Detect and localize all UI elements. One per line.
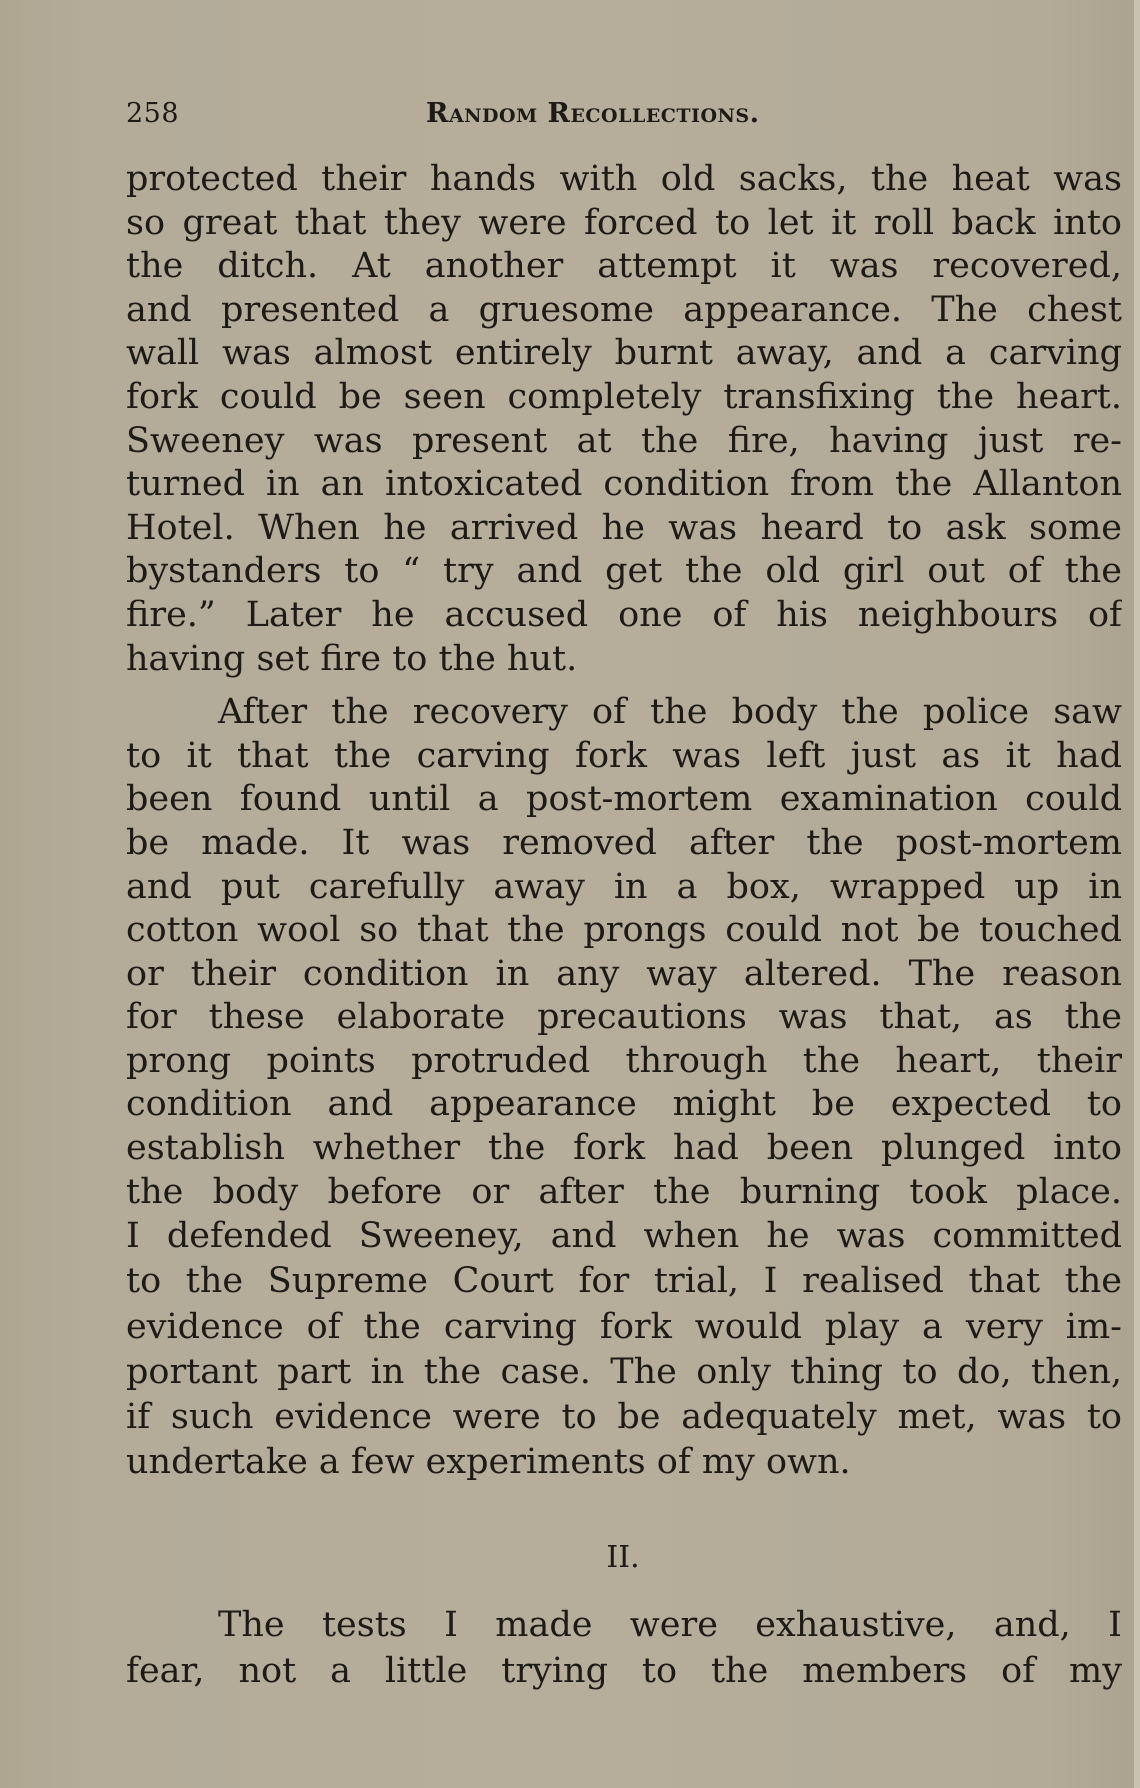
text-line: portant part in the case. The only thing to do, then, [126,1351,1122,1392]
text-line: bystanders to “ try and get the old girl out of the [126,551,1122,592]
text-line: to it that the carving fork was left just as it had [126,735,1122,776]
text-line: The tests I made were exhaustive, and, I [218,1605,1122,1645]
paragraph-3 [126,1602,1122,1694]
text-line: After the recovery of the body the police saw [218,692,1122,733]
text-line: prong points protruded through the heart, their [126,1040,1122,1081]
text-line: undertake a few experiments of my own. [126,1442,851,1483]
body-text [126,158,1122,1485]
text-line: wall was almost entirely burnt away, and a carving [126,333,1122,374]
text-line: Hotel. When he arrived he was heard to ask some [126,507,1122,548]
section-heading: II. [606,1540,640,1575]
text-line: having set fire to the hut. [126,638,578,679]
text-line: fear, not a little trying to the members of my [126,1651,1122,1691]
page-number: 258 [126,98,180,129]
text-line: been found until a post-mortem examination could [126,779,1122,820]
running-header [126,98,1122,138]
text-line: fork could be seen completely transfixing the heart. [126,376,1122,417]
text-line: be made. It was removed after the post-mortem [126,822,1122,863]
text-line: for these elaborate precautions was that, as the [126,997,1122,1038]
text-line: protected their hands with old sacks, the heat was [126,159,1122,199]
text-line: establish whether the fork had been plunged into [126,1128,1122,1169]
text-line: and presented a gruesome appearance. The chest [126,289,1122,330]
running-title: Random Recollections. [426,98,760,129]
text-line: and put carefully away in a box, wrapped up in [126,866,1122,907]
text-line: fire.” Later he accused one of his neighbours of [126,594,1122,635]
text-line: if such evidence were to be adequately met, was to [126,1397,1122,1437]
text-line: I defended Sweeney, and when he was committed [126,1216,1122,1257]
page-edge [1134,0,1140,1788]
text-line: condition and appearance might be expected to [126,1084,1122,1125]
text-line: cotton wool so that the prongs could not be touched [126,910,1122,951]
text-line: the ditch. At another attempt it was recovered, [126,246,1122,287]
text-line: evidence of the carving fork would play a very im- [126,1306,1122,1347]
paragraph-2-continued [126,1214,1122,1485]
text-line: Sweeney was present at the fire, having just re- [126,420,1122,461]
paragraph-2 [126,691,1122,1214]
paragraph-1 [126,158,1122,681]
text-line: so great that they were forced to let it roll back into [126,202,1122,243]
text-line: to the Supreme Court for trial, I realised that the [126,1261,1122,1302]
text-line: or their condition in any way altered. The reason [126,953,1122,994]
text-line: the body before or after the burning took place. [126,1171,1122,1212]
text-line: turned in an intoxicated condition from the Allanton [126,464,1122,505]
